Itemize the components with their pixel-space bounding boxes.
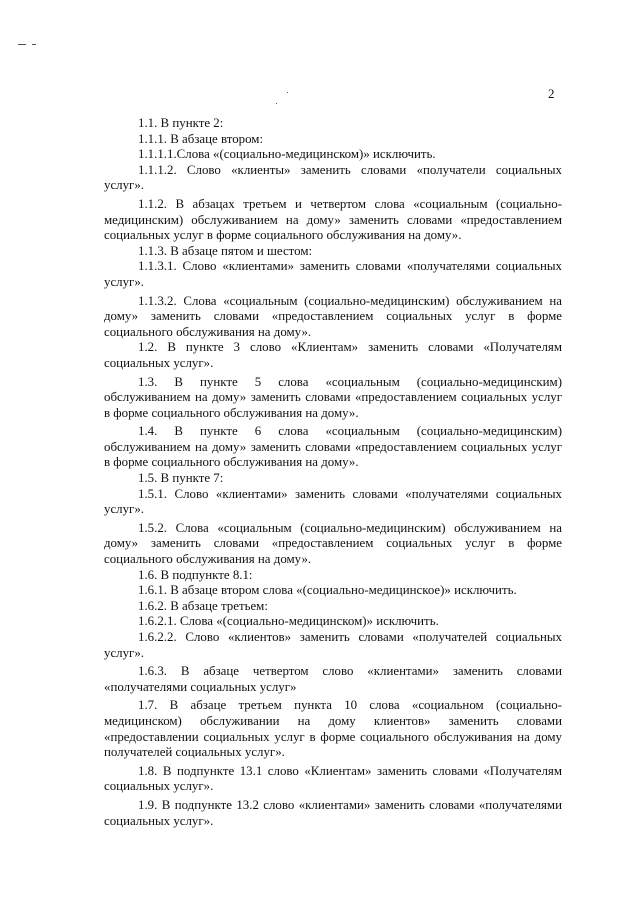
paragraph: 1.1. В пункте 2: — [138, 116, 224, 130]
paragraph: 1.6.2.1. Слова «(социально-медицинском)» исключить. — [138, 614, 439, 629]
paragraph: 1.5.1. Слово «клиентами» заменить словами «получателями социальных услуг». — [104, 486, 562, 517]
paragraph: 1.3. В пункте 5 слова «социальным (социально-медицинским) обслуживанием на дому» заменить словами «предоставлением социальных услуг в форме социального обслуживания на дому». — [104, 374, 562, 420]
paragraph: 1.1.1. В абзаце втором: — [138, 131, 264, 146]
paragraph: 1.7. В абзаце третьем пункта 10 слова «социальном (социально-медицинском) обслуживании на дому клиентов» заменить словами «предоставлении социальных услуг в форме социального обслуживания на дому получателей социальных услуг». — [104, 698, 562, 760]
paragraph: 1.6.2. В абзаце третьем: — [138, 598, 268, 613]
paragraph: 1.9. В подпункте 13.2 слово «клиентами» заменить словами «получателями социальных услуг». — [104, 797, 562, 828]
paragraph: 1.8. В подпункте 13.1 слово «Клиентам» заменить словами «Получателям социальных услуг». — [104, 763, 562, 794]
scan-speck — [276, 103, 277, 104]
paragraph: 1.2. В пункте 3 слово «Клиентам» заменить словами «Получателям социальных услуг». — [104, 340, 562, 370]
paragraph: 1.5.2. Слова «социальным (социально-медицинским) обслуживанием на дому» заменить словами «предоставлением социальных услуг в форме социального обслуживания на дому». — [104, 520, 562, 567]
scan-mark — [18, 44, 36, 49]
paragraph: 1.1.1.2. Слово «клиенты» заменить словами «получатели социальных услуг». — [104, 162, 562, 193]
paragraph: 1.5. В пункте 7: — [138, 471, 224, 486]
paragraph: 1.6.3. В абзаце четвертом слово «клиентами» заменить словами «получателями социальных услуг» — [104, 664, 562, 694]
page-number: 2 — [548, 86, 555, 101]
paragraph: 1.1.3. В абзаце пятом и шестом: — [138, 243, 313, 258]
paragraph: 1.4. В пункте 6 слова «социальным (социально-медицинским) обслуживанием на дому» заменить словами «предоставлением социальных услуг в форме социального обслуживания на дому». — [104, 424, 562, 470]
document-body — [104, 116, 562, 829]
paragraph: 1.1.2. В абзацах третьем и четвертом слова «социальным (социально-медицинским) обслуживанием на дому» заменить словами «предоставлением социальных услуг в форме социального обслуживания на дому». — [104, 196, 562, 243]
paragraph: 1.6.2.2. Слово «клиентов» заменить словами «получателей социальных услуг». — [104, 630, 562, 660]
scan-speck — [287, 92, 288, 93]
paragraph: 1.1.3.1. Слово «клиентами» заменить словами «получателями социальных услуг». — [104, 259, 562, 289]
paragraph: 1.6.1. В абзаце втором слова «(социально-медицинское)» исключить. — [138, 583, 517, 598]
paragraph: 1.1.3.2. Слова «социальным (социально-медицинским) обслуживанием на дому» заменить словами «предоставлением социальных услуг в форме социального обслуживания на дому». — [104, 293, 562, 339]
paragraph: 1.1.1.1.Слова «(социально-медицинском)» исключить. — [138, 147, 436, 162]
paragraph: 1.6. В подпункте 8.1: — [138, 567, 253, 582]
